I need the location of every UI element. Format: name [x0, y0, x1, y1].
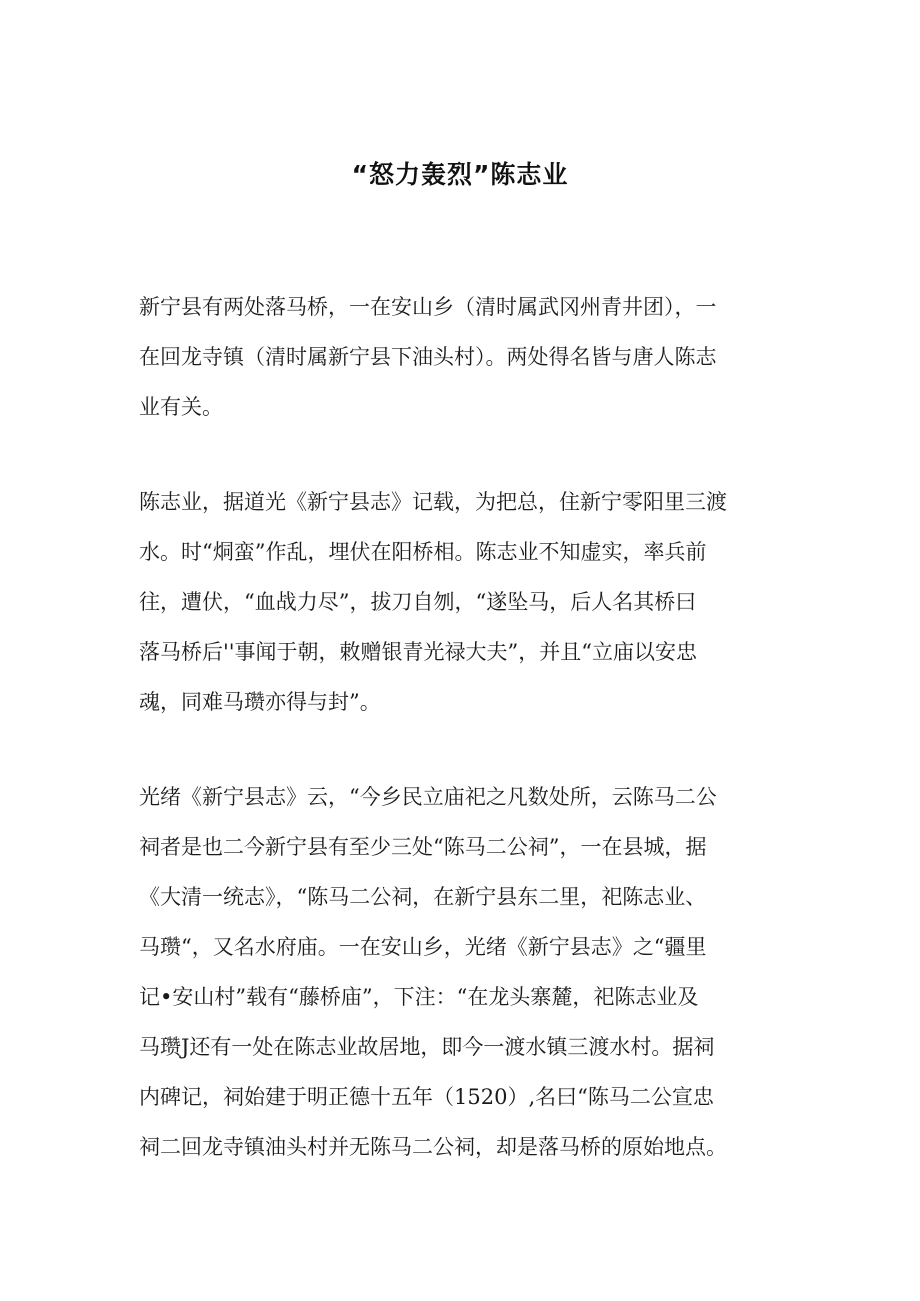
paragraph-line: 水。时“烔蛮”作乱，埋伏在阳桥相。陈志业不知虚实，率兵前: [139, 540, 707, 564]
paragraph-1: [139, 282, 789, 432]
paragraph-line: 马瓒J还有一处在陈志业故居地，即今一渡水镇三渡水村。据祠: [139, 1035, 715, 1059]
paragraph-line: 在回龙寺镇（清时属新宁县下油头村）。两处得名皆与唐人陈志: [139, 345, 717, 369]
document-title: “怒力轰烈”陈志业: [351, 160, 569, 189]
paragraph-line: 《大清一统志》，“陈马二公祠，在新宁县东二里，祀陈志业、: [139, 885, 707, 909]
paragraph-line: 落马桥后''事闻于朝，敕赠银青光禄大夫”，并且“立庙以安忠: [139, 640, 698, 664]
paragraph-line: 祠二回龙寺镇油头村并无陈马二公祠，却是落马桥的原始地点。: [139, 1135, 727, 1159]
paragraph-line: 记•安山村”载有“藤桥庙”，下注：“在龙头寨麓，祀陈志业及: [139, 985, 699, 1009]
paragraph-line: 陈志业，据道光《新宁县志》记载，为把总，住新宁零阳里三渡: [139, 490, 727, 514]
paragraph-line: 内碑记，祠始建于明正德十五年（1520）,名曰“陈马二公宣忠: [139, 1085, 714, 1109]
paragraph-line: 光绪《新宁县志》云，“今乡民立庙祀之凡数处所，云陈马二公: [139, 785, 717, 809]
paragraph-3: [139, 772, 789, 1172]
paragraph-line: 业有关。: [139, 395, 223, 419]
paragraph-line: 往，遭伏，“血战力尽”，拔刀自刎，“遂坠马，后人名其桥曰: [139, 590, 697, 614]
paragraph-2: [139, 477, 789, 727]
paragraph-line: 马瓒“，又名水府庙。一在安山乡，光绪《新宁县志》之“疆里: [139, 935, 707, 959]
paragraph-line: 新宁县有两处落马桥，一在安山乡（清时属武冈州青井团），一: [139, 295, 717, 319]
paragraph-line: 魂，同难马瓒亦得与封”。: [139, 690, 381, 714]
paragraph-line: 祠者是也二今新宁县有至少三处“陈马二公祠”，一在县城，据: [139, 835, 707, 859]
